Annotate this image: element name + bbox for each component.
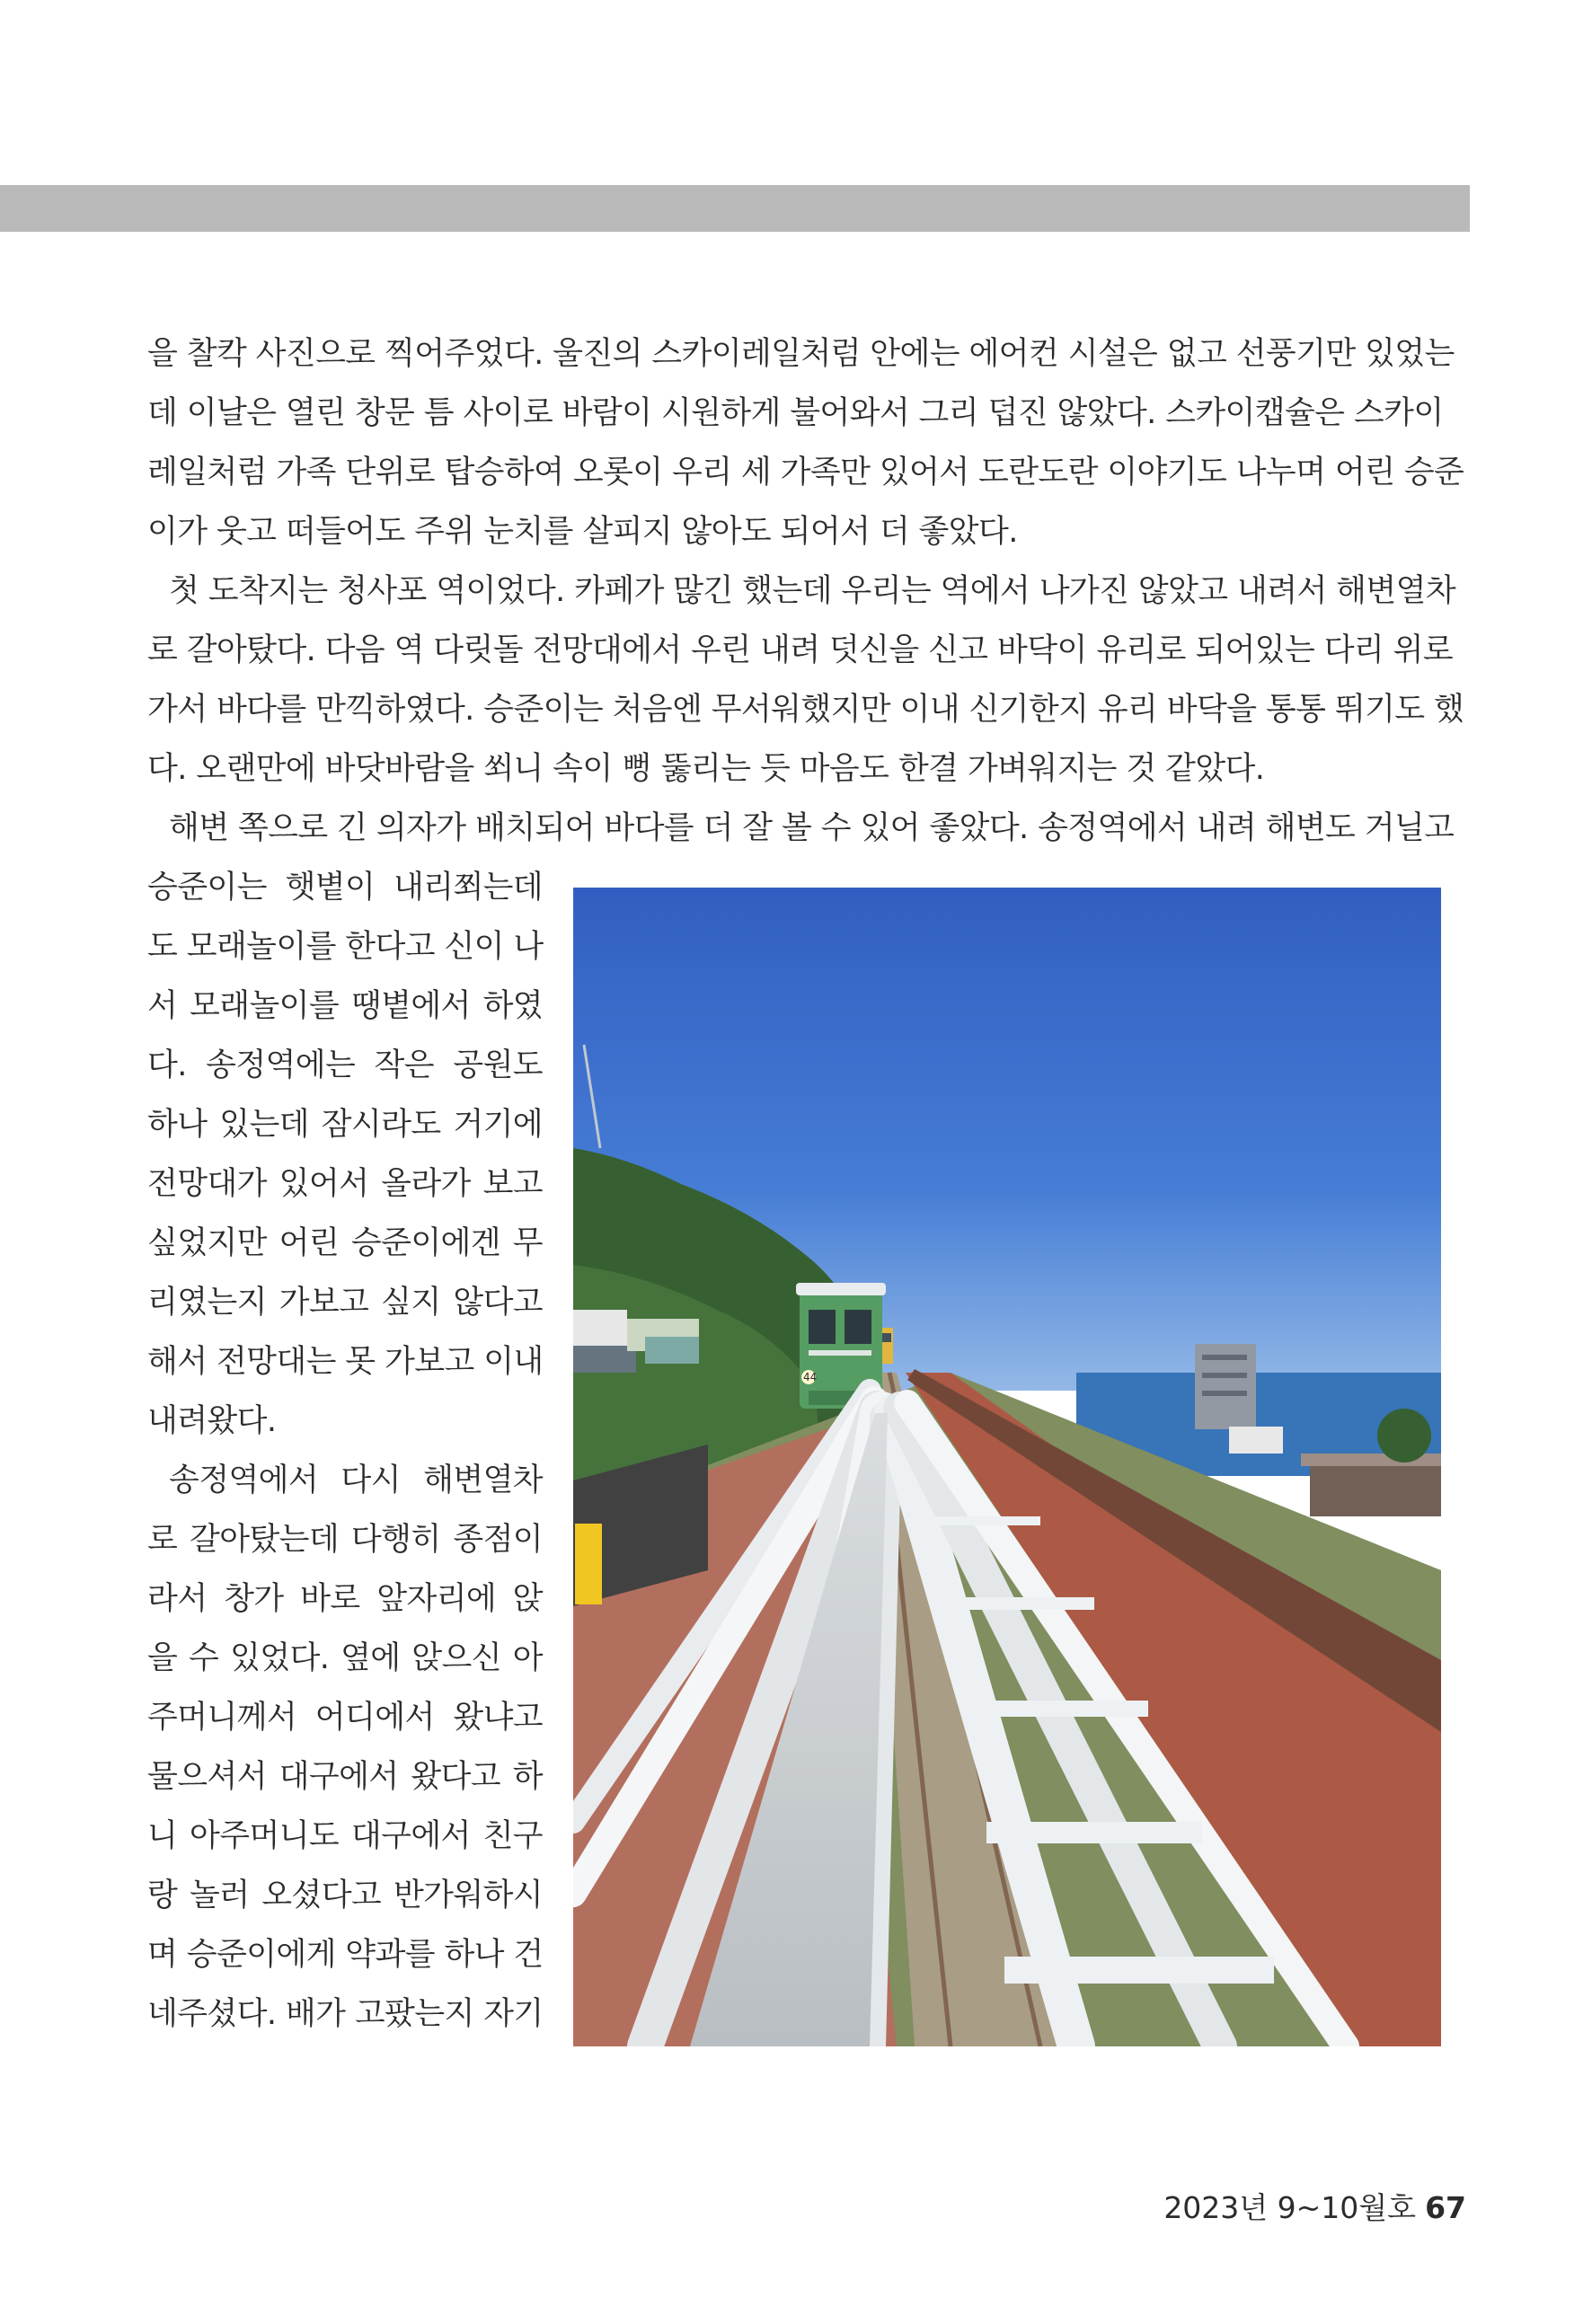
body-text-line: 데 이날은 열린 창문 틈 사이로 바람이 시원하게 불어와서 그리 덥진 않았다. 스카이캡슐은 스카이 — [147, 395, 1444, 431]
column-text-line: 랑 놀러 오셨다고 반가워하시 — [147, 1878, 543, 1913]
body-text-line: 다. 오랜만에 바닷바람을 쐬니 속이 뻥 뚫리는 듯 마음도 한결 가벼워지는 것 같았다. — [147, 751, 1265, 787]
issue-label: 2023년 9~10월호 — [1163, 2190, 1417, 2225]
column-text-line: 주머니께서 어디에서 왔냐고 — [147, 1700, 543, 1736]
column-text-line: 을 수 있었다. 옆에 앉으신 아 — [147, 1640, 543, 1676]
column-text-line: 서 모래놀이를 땡볕에서 하였 — [147, 988, 543, 1024]
column-text-line: 도 모래놀이를 한다고 신이 나 — [147, 929, 544, 965]
column-text-line: 네주셨다. 배가 고팠는지 자기 — [147, 1996, 544, 2032]
column-text-line: 라서 창가 바로 앞자리에 앉 — [147, 1581, 543, 1617]
body-text-line: 이가 웃고 떠들어도 주위 눈치를 살피지 않아도 되어서 더 좋았다. — [147, 514, 1018, 550]
column-text-line: 승준이는 햇볕이 내리쬐는데 — [147, 870, 543, 906]
column-text-line: 전망대가 있어서 올라가 보고 — [147, 1166, 543, 1202]
page-footer — [1163, 2190, 1466, 2226]
sky-capsule-photo — [573, 888, 1441, 2046]
column-text-line: 물으셔서 대구에서 왔다고 하 — [147, 1759, 543, 1795]
body-text-line: 을 찰칵 사진으로 찍어주었다. 울진의 스카이레일처럼 안에는 에어컨 시설은 없고 선풍기만 있었는 — [147, 336, 1455, 372]
column-text-line: 내려왔다. — [147, 1403, 277, 1439]
column-text-line: 송정역에서 다시 해변열차 — [169, 1462, 543, 1498]
column-text-line: 다. 송정역에는 작은 공원도 — [147, 1047, 543, 1083]
body-text-line: 로 갈아탔다. 다음 역 다릿돌 전망대에서 우린 내려 덧신을 신고 바닥이 유리로 되어있는 다리 위로 — [147, 632, 1454, 668]
page-number: 67 — [1425, 2190, 1466, 2225]
body-text-line: 첫 도착지는 청사포 역이었다. 카페가 많긴 했는데 우리는 역에서 나가진 않았고 내려서 해변열차 — [169, 573, 1456, 609]
header-bar — [0, 185, 1470, 232]
column-text-line: 로 갈아탔는데 다행히 종점이 — [147, 1522, 543, 1558]
tram-number: 44 — [803, 1371, 818, 1383]
column-text-line: 며 승준이에게 약과를 하나 건 — [147, 1937, 544, 1973]
column-text-line: 하나 있는데 잠시라도 거기에 — [147, 1107, 543, 1143]
body-text-line: 레일처럼 가족 단위로 탑승하여 오롯이 우리 세 가족만 있어서 도란도란 이야기도 나누며 어린 승준 — [147, 455, 1464, 490]
body-text-line: 해변 쪽으로 긴 의자가 배치되어 바다를 더 잘 볼 수 있어 좋았다. 송정역에서 내려 해변도 거닐고 — [169, 810, 1455, 846]
column-text-line: 니 아주머니도 대구에서 친구 — [147, 1818, 543, 1854]
column-text-line: 리였는지 가보고 싶지 않다고 — [147, 1285, 543, 1321]
column-text-line: 싶었지만 어린 승준이에겐 무 — [147, 1225, 543, 1261]
body-text-line: 가서 바다를 만끽하였다. 승준이는 처음엔 무서워했지만 이내 신기한지 유리 바닥을 통통 뛰기도 했 — [147, 692, 1464, 728]
column-text-line: 해서 전망대는 못 가보고 이내 — [147, 1344, 544, 1380]
